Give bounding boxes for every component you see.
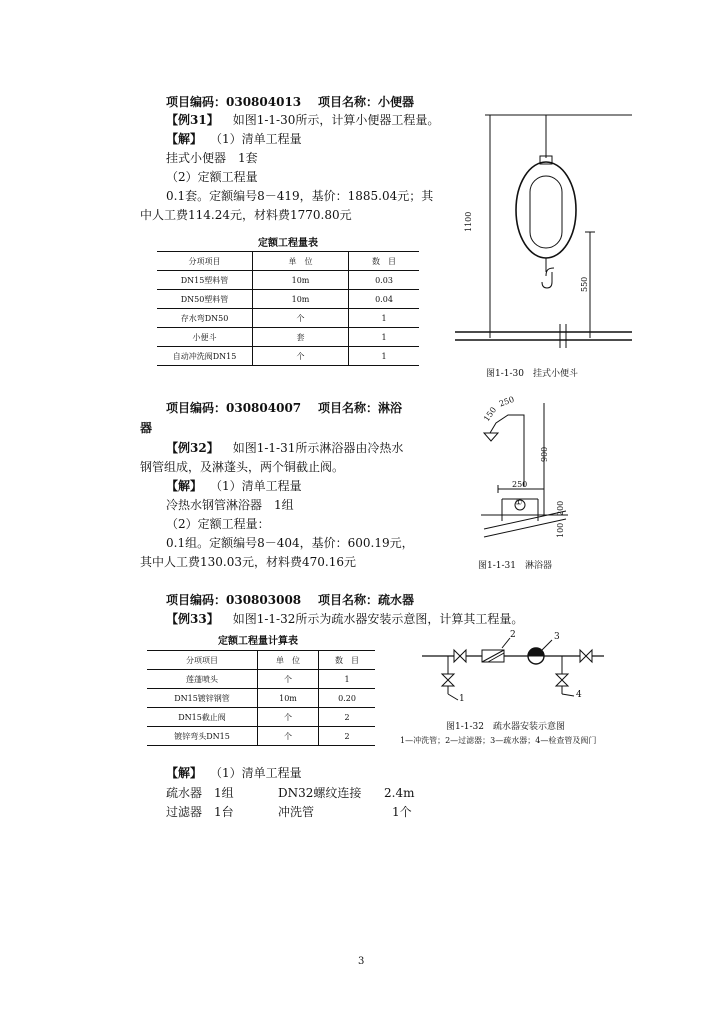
sec3-r1c1: 疏水器 1组 [166, 786, 234, 800]
sec2-example-tag: 【例32】 [166, 441, 219, 455]
dim-250: 250 [512, 480, 528, 489]
table-cell: 莲蓬喷头 [147, 670, 258, 689]
sec2-example-text2: 钢管组成，及淋蓬头，两个铜截止阀。 [140, 460, 345, 474]
table-cell: 2 [319, 708, 376, 727]
sec1-name: 项目名称：小便器 [318, 95, 415, 109]
table-cell: 镀锌弯头DN15 [147, 727, 258, 746]
table-cell: 个 [258, 670, 319, 689]
sec1-table-title: 定额工程量表 [258, 238, 318, 249]
table-header: 分项项目 [147, 651, 258, 670]
page-number: 3 [358, 956, 365, 967]
table-row [157, 271, 419, 290]
sec3-r2c2: 冲洗管 [278, 805, 315, 819]
shower-figure [476, 395, 586, 555]
sec3-step1: （1）清单工程量 [216, 766, 302, 780]
dim-1100: 1100 [464, 211, 473, 232]
sec3-solve-tag: 【解】 [166, 766, 203, 780]
sec1-line1: 0.1套。定额编号8－419，基价：1885.04元；其 [166, 189, 434, 203]
sec2-step1: （1）清单工程量 [216, 479, 302, 493]
table-cell: DN15塑料管 [157, 271, 253, 290]
sec3-table [147, 650, 375, 746]
table-cell: 套 [253, 328, 349, 347]
sec1-example-line [166, 113, 439, 127]
sec2-example-line [166, 441, 403, 455]
fig-label-2: 2 [510, 630, 516, 640]
table-row [147, 727, 375, 746]
sec3-r1c3: 2.4m [384, 786, 415, 800]
table-cell: 0.20 [319, 689, 376, 708]
dim-100: 100 [556, 522, 565, 538]
table-cell: 自动冲洗阀DN15 [157, 347, 253, 366]
table-header: 单 位 [258, 651, 319, 670]
fig-label-1: 1 [459, 694, 465, 704]
sec3-r2c1: 过滤器 1台 [166, 805, 234, 819]
sec2-code: 项目编码：030804007 [166, 401, 302, 415]
table-cell: 2 [319, 727, 376, 746]
sec2-name-wrap: 器 [140, 421, 153, 435]
table-row [147, 689, 375, 708]
table-cell: 10m [258, 689, 319, 708]
fig-label-3: 3 [554, 632, 560, 642]
table-cell: 个 [253, 309, 349, 328]
sec1-step1: （1）清单工程量 [216, 132, 302, 146]
table-row [157, 328, 419, 347]
table-cell: 存水弯DN50 [157, 309, 253, 328]
sec3-example-line [166, 612, 523, 626]
sec3-table-title: 定额工程量计算表 [218, 636, 298, 647]
table-row [147, 708, 375, 727]
sec1-solve-line [166, 132, 302, 146]
sec1-solve-tag: 【解】 [166, 132, 203, 146]
table-cell: 0.04 [349, 290, 420, 309]
table-cell: 10m [253, 271, 349, 290]
dim-900: 900 [540, 446, 549, 462]
sec3-r2c3: 1个 [392, 805, 412, 819]
sec1-table [157, 251, 419, 366]
sec1-example-text: 如图1-1-30所示，计算小便器工程量。 [232, 113, 440, 127]
sec2-example-text: 如图1-1-31所示淋浴器由冷热水 [232, 441, 404, 455]
table-cell: 个 [258, 708, 319, 727]
urinal-figure [450, 110, 640, 370]
sec2-item1: 冷热水钢管淋浴器 1组 [166, 498, 294, 512]
steam-trap-figure [418, 630, 618, 715]
table-cell: 个 [253, 347, 349, 366]
sec3-example-text: 如图1-1-32所示为疏水器安装示意图，计算其工程量。 [232, 612, 524, 626]
table-cell: 1 [349, 328, 420, 347]
fig-label-4: 4 [576, 690, 582, 700]
table-row [157, 290, 419, 309]
sec2-line2: 其中人工费130.03元，材料费470.16元 [140, 555, 356, 569]
sec1-line2: 中人工费114.24元，材料费1770.80元 [140, 208, 352, 222]
fig-1-1-32-caption: 图1-1-32 疏水器安装示意图 [446, 722, 565, 732]
circle-label-1: ① [515, 498, 523, 507]
table-row [157, 347, 419, 366]
fig-1-1-32-legend: 1—冲洗管；2—过滤器；3—疏水器；4—检查管及阀门 [400, 736, 597, 745]
table-cell: 1 [319, 670, 376, 689]
table-cell: 个 [258, 727, 319, 746]
table-header: 数 目 [349, 252, 420, 271]
table-cell: 10m [253, 290, 349, 309]
table-cell: DN15镀锌钢管 [147, 689, 258, 708]
sec1-code: 项目编码：030804013 [166, 95, 302, 109]
sec2-line1: 0.1组。定额编号8－404，基价：600.19元， [166, 536, 414, 550]
table-cell: 1 [349, 347, 420, 366]
table-header: 分项项目 [157, 252, 253, 271]
sec3-example-tag: 【例33】 [166, 612, 219, 626]
table-cell: 1 [349, 309, 420, 328]
sec1-item1: 挂式小便器 1套 [166, 151, 258, 165]
sec2-step2: （2）定额工程量： [166, 517, 270, 531]
table-cell: 0.03 [349, 271, 420, 290]
fig-1-1-31-caption: 图1-1-31 淋浴器 [478, 561, 552, 571]
sec2-solve-tag: 【解】 [166, 479, 203, 493]
table-header: 单 位 [253, 252, 349, 271]
dim-150: 150 [482, 405, 499, 424]
table-cell: DN15截止阀 [147, 708, 258, 727]
dim-200: 200 [556, 500, 565, 516]
sec1-step2: （2）定额工程量 [166, 170, 258, 184]
sec3-code: 项目编码：030803008 [166, 593, 302, 607]
table-header: 数 目 [319, 651, 376, 670]
table-cell: 小便斗 [157, 328, 253, 347]
sec1-example-tag: 【例31】 [166, 113, 219, 127]
fig-1-1-30-caption: 图1-1-30 挂式小便斗 [486, 369, 578, 379]
table-cell: DN50塑料管 [157, 290, 253, 309]
dim-250-top: 250 [498, 394, 516, 409]
sec3-name: 项目名称：疏水器 [318, 593, 415, 607]
dim-550: 550 [580, 276, 589, 292]
table-row [147, 670, 375, 689]
sec3-solve-line [166, 766, 302, 780]
sec2-name: 项目名称：淋浴 [318, 401, 403, 415]
sec2-solve-line [166, 479, 302, 493]
table-row [157, 309, 419, 328]
sec3-r1c2: DN32螺纹连接 [278, 786, 362, 800]
